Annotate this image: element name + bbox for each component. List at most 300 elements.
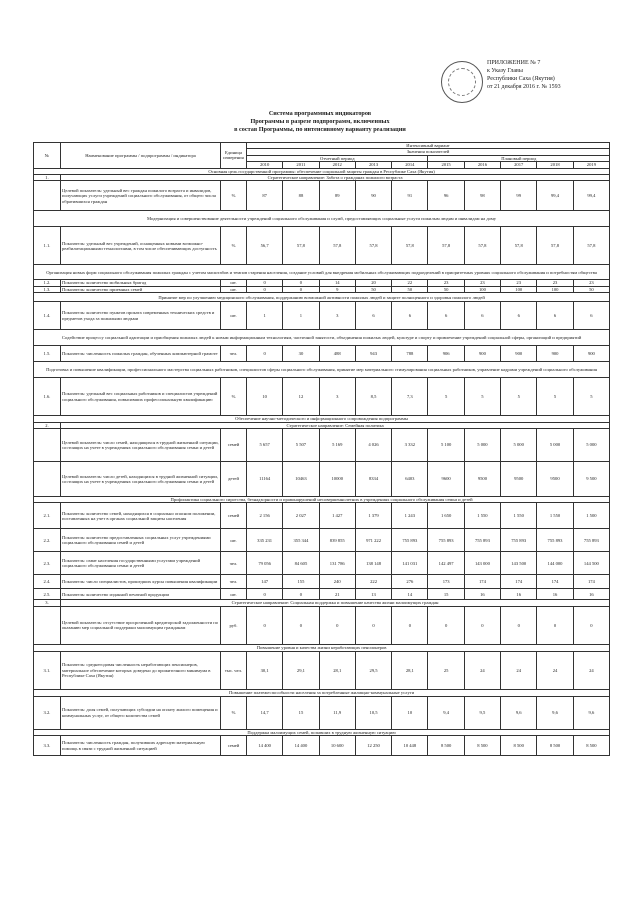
indicator-value: 29,1 bbox=[283, 651, 319, 689]
attachment-block bbox=[487, 59, 627, 91]
indicator-value: 2 027 bbox=[283, 503, 319, 529]
table-row bbox=[34, 462, 610, 497]
indicator-value: 6 bbox=[428, 302, 464, 330]
section-title: Повышение платежеспособности населения за потребленные жилищно-коммунальные услуги bbox=[34, 689, 610, 696]
header-num: № bbox=[34, 143, 61, 169]
indicator-value: 1 550 bbox=[537, 503, 573, 529]
indicator-value: 3 332 bbox=[392, 429, 428, 462]
section-title: Обеспечение научно-методического и информационного сопровождения подпрограммы bbox=[34, 416, 610, 422]
indicator-value: 174 bbox=[464, 575, 500, 589]
row-number: 2. bbox=[34, 422, 61, 428]
indicator-value: 10 448 bbox=[392, 736, 428, 756]
header-unit: Единица измерения bbox=[221, 143, 247, 169]
indicator-value: 222 bbox=[355, 575, 391, 589]
indicator-value: 8 500 bbox=[501, 736, 537, 756]
indicator-value: 0 bbox=[573, 606, 609, 644]
indicator-value: 91 bbox=[392, 181, 428, 211]
indicator-value: 12 bbox=[283, 378, 319, 416]
section-title: Повышение уровня и качества жизни неработающих пенсионеров bbox=[34, 644, 610, 651]
indicator-value: 143 500 bbox=[501, 552, 537, 575]
row-number: 2.3. bbox=[34, 552, 61, 575]
indicator-value: 28,1 bbox=[319, 651, 355, 689]
row-number: 2.2. bbox=[34, 529, 61, 552]
indicator-value: 30,1 bbox=[247, 651, 283, 689]
indicator-value: 6 bbox=[573, 302, 609, 330]
indicator-unit: шт. bbox=[221, 286, 247, 292]
row-number: 1.3. bbox=[34, 286, 61, 292]
indicator-name: Показатель: количество мобильных бригад bbox=[61, 280, 221, 286]
indicator-value: 79 056 bbox=[247, 552, 283, 575]
indicator-value: 57,8 bbox=[537, 227, 573, 265]
indicator-value: 10 bbox=[392, 696, 428, 729]
indicator-value: 5 169 bbox=[319, 429, 355, 462]
strategic-direction: Стратегическое направление: Социальная поддержка и повышение качества жизни малоимущих граждан bbox=[61, 600, 610, 606]
indicator-unit: детей bbox=[221, 462, 247, 497]
indicator-value: 0 bbox=[283, 589, 319, 600]
indicator-value: 24 bbox=[573, 651, 609, 689]
attachment-date: от 21 декабря 2016 г. № 1593 bbox=[487, 84, 561, 90]
indicator-unit: семей bbox=[221, 429, 247, 462]
indicator-value: 971 222 bbox=[355, 529, 391, 552]
indicator-value: 143 000 bbox=[464, 552, 500, 575]
indicator-value: 1 379 bbox=[355, 503, 391, 529]
indicator-value: 5 000 bbox=[501, 429, 537, 462]
table-row bbox=[34, 696, 610, 729]
indicator-value: 839 855 bbox=[319, 529, 355, 552]
strategic-direction: Стратегическое направление: Семейная политика bbox=[61, 422, 610, 428]
indicator-value: 14 bbox=[319, 280, 355, 286]
indicator-value: 10 600 bbox=[319, 736, 355, 756]
indicator-value: 10,5 bbox=[355, 696, 391, 729]
indicator-value: 12 250 bbox=[355, 736, 391, 756]
indicator-value: 9,6 bbox=[537, 696, 573, 729]
indicator-value: 50 bbox=[392, 286, 428, 292]
row-number: 1. bbox=[34, 175, 61, 181]
row-number bbox=[34, 462, 61, 497]
indicator-value: 21 bbox=[319, 589, 355, 600]
indicator-value: 943 bbox=[355, 346, 391, 362]
table-row bbox=[34, 211, 610, 227]
indicator-value: 9500 bbox=[464, 462, 500, 497]
indicator-value: 144 000 bbox=[537, 552, 573, 575]
indicator-value: 16 bbox=[537, 589, 573, 600]
row-number: 1.2. bbox=[34, 280, 61, 286]
attachment-republic: Республики Саха (Якутия) bbox=[487, 76, 555, 82]
indicator-value: 100 bbox=[537, 286, 573, 292]
indicator-name: Показатель: количество пунктов проката современных технических средств и предметов ухода за пожилыми людьми bbox=[61, 302, 221, 330]
indicator-value: 6 bbox=[355, 302, 391, 330]
indicator-value: 141 031 bbox=[392, 552, 428, 575]
header-variant: Интенсивный вариант bbox=[247, 143, 610, 149]
indicator-value: 24 bbox=[537, 651, 573, 689]
header-year: 2011 bbox=[283, 162, 319, 168]
indicator-name: Показатель: число специалистов, прошедших курсы повышения квалификации bbox=[61, 575, 221, 589]
indicator-value: 9,6 bbox=[501, 696, 537, 729]
indicator-value: 50 bbox=[573, 286, 609, 292]
indicator-value: 6 bbox=[501, 302, 537, 330]
indicator-value: 24 bbox=[464, 651, 500, 689]
indicator-value: 2 156 bbox=[247, 503, 283, 529]
table-row bbox=[34, 575, 610, 589]
header-year: 2016 bbox=[464, 162, 500, 168]
indicator-value: 240 bbox=[319, 575, 355, 589]
indicator-value: 9 bbox=[319, 286, 355, 292]
row-number: 2.4. bbox=[34, 575, 61, 589]
indicator-value: 755 893 bbox=[392, 529, 428, 552]
indicator-value: 1 650 bbox=[428, 503, 464, 529]
indicator-name: Показатель: среднегодовая численность неработающих пенсионеров, материальное обеспечение которых доведено до прожиточного минимума в Республике Саха (Якутия) bbox=[61, 651, 221, 689]
section-title: Подготовка и повышение квалификации, профессионального мастерства социальных работников, специалистов сферы социального обслуживания, принятие мер материального стимулирования социальных работников, управление кадрами учреждений социального обслуживания bbox=[34, 362, 610, 378]
indicator-value: 9,5 bbox=[464, 696, 500, 729]
document-heading bbox=[120, 110, 520, 134]
indicator-value: 57,8 bbox=[428, 227, 464, 265]
indicator-name: Целевой показатель: число детей, находящихся в трудной жизненной ситуации, состоящих на учете в учреждениях социального обслуживания семьи и детей bbox=[61, 462, 221, 497]
indicator-value: 1 427 bbox=[319, 503, 355, 529]
indicator-value: 50 bbox=[428, 286, 464, 292]
indicator-value: 14 400 bbox=[283, 736, 319, 756]
table-row bbox=[34, 606, 610, 644]
indicator-value: 755 893 bbox=[428, 529, 464, 552]
indicator-value: 57,8 bbox=[464, 227, 500, 265]
indicator-value: 23 bbox=[537, 280, 573, 286]
section-title: Поддержка малоимущих семей, попавших в трудную жизненную ситуацию bbox=[34, 729, 610, 735]
header-year: 2010 bbox=[247, 162, 283, 168]
indicator-value: 3 bbox=[319, 378, 355, 416]
indicator-value: 131 786 bbox=[319, 552, 355, 575]
indicator-value: 28,1 bbox=[392, 651, 428, 689]
indicator-value: 88 bbox=[283, 181, 319, 211]
indicator-value: 23 bbox=[573, 280, 609, 286]
table-row bbox=[34, 589, 610, 600]
section-title: Модернизация и совершенствование деятельности учреждений социального обслуживания и служб, предоставляющих социальные услуги пожилым людям и инвалидам на дому bbox=[34, 211, 610, 227]
indicator-value: 20 bbox=[355, 280, 391, 286]
indicator-name: Целевой показатель: удельный вес граждан пожилого возраста и инвалидов, получающих услуги учреждений социального обслуживания, от общего числа обратившихся граждан bbox=[61, 181, 221, 211]
indicator-value: 0 bbox=[247, 346, 283, 362]
indicator-value: 8 500 bbox=[537, 736, 573, 756]
indicators-table bbox=[33, 142, 610, 756]
indicator-value: 6403 bbox=[392, 462, 428, 497]
indicator-value: 144 500 bbox=[573, 552, 609, 575]
indicator-value: 5 bbox=[464, 378, 500, 416]
indicator-value: 900 bbox=[464, 346, 500, 362]
indicator-value: 9 500 bbox=[573, 462, 609, 497]
section-title: Принятие мер по улучшению медицинского обслуживания, поддержанию возможной активности пожилых людей и защите полноценного и здоровья пожилого людей bbox=[34, 293, 610, 302]
indicator-unit: семей bbox=[221, 503, 247, 529]
row-number: 3.2. bbox=[34, 696, 61, 729]
indicator-value: 0 bbox=[355, 606, 391, 644]
indicator-value: 906 bbox=[428, 346, 464, 362]
indicator-value: 90 bbox=[355, 181, 391, 211]
indicator-unit: % bbox=[221, 696, 247, 729]
strategic-direction: Стратегическое направление: Забота о гражданах пожилого возраста bbox=[61, 175, 610, 181]
row-number: 3.3. bbox=[34, 736, 61, 756]
indicator-value: 9600 bbox=[428, 462, 464, 497]
indicator-value: 14 400 bbox=[247, 736, 283, 756]
table-row bbox=[34, 503, 610, 529]
indicator-value: 173 bbox=[428, 575, 464, 589]
indicator-value: 335 231 bbox=[247, 529, 283, 552]
indicator-name: Показатель: удельный вес социальных работников и специалистов учреждений социального обслуживания, повысивших профессиональную квалификацию bbox=[61, 378, 221, 416]
indicator-value: 0 bbox=[283, 280, 319, 286]
table-row bbox=[34, 689, 610, 696]
indicator-value: 276 bbox=[392, 575, 428, 589]
table-row bbox=[34, 346, 610, 362]
indicator-value: 16 bbox=[464, 589, 500, 600]
indicator-value: 9,4 bbox=[428, 696, 464, 729]
indicator-value: 99 bbox=[501, 181, 537, 211]
heading-line-1: Система программных индикаторов bbox=[268, 110, 372, 117]
indicator-value: 10000 bbox=[319, 462, 355, 497]
indicator-value: 10 bbox=[247, 378, 283, 416]
indicator-value: 56,7 bbox=[247, 227, 283, 265]
indicator-name: Показатель: количество изданной печатной продукции bbox=[61, 589, 221, 600]
indicator-value: 87 bbox=[247, 181, 283, 211]
indicator-name: Показатель: численность пожилых граждан, обученных компьютерной грамоте bbox=[61, 346, 221, 362]
indicator-value: 15 bbox=[283, 696, 319, 729]
header-year: 2018 bbox=[537, 162, 573, 168]
indicator-value: 89 bbox=[319, 181, 355, 211]
indicator-value: 1 bbox=[283, 302, 319, 330]
indicator-value: 6 bbox=[392, 302, 428, 330]
header-year: 2015 bbox=[428, 162, 464, 168]
indicator-value: 0 bbox=[319, 606, 355, 644]
indicator-value: 900 bbox=[501, 346, 537, 362]
indicator-value: 5 000 bbox=[464, 429, 500, 462]
row-number: 1.6. bbox=[34, 378, 61, 416]
indicator-value: 14 bbox=[392, 589, 428, 600]
indicator-value: 23 bbox=[428, 280, 464, 286]
indicator-value: 96 bbox=[428, 181, 464, 211]
indicator-unit: чел. bbox=[221, 346, 247, 362]
indicator-value: 15 bbox=[428, 589, 464, 600]
indicator-value: 3 bbox=[319, 302, 355, 330]
section-title: Профилактика социального сиротства, безнадзорности и правонарушений несовершеннолетних в учреждениях социального обслуживания семьи и детей bbox=[34, 497, 610, 503]
heading-line-2: Программы в разрезе подпрограмм, включенных bbox=[250, 118, 390, 125]
indicator-value: 355 344 bbox=[283, 529, 319, 552]
row-number: 2.1. bbox=[34, 503, 61, 529]
indicator-name: Целевой показатель: отсутствие просроченной кредиторской задолженности по оказанию мер социальной поддержки малоимущим гражданам bbox=[61, 606, 221, 644]
indicator-value: 7,3 bbox=[392, 378, 428, 416]
heading-line-3: в состав Программы, по интенсивному варианту реализации bbox=[234, 126, 406, 133]
indicator-unit: шт. bbox=[221, 280, 247, 286]
table-row bbox=[34, 181, 610, 211]
table-row bbox=[34, 378, 610, 416]
indicator-value: 5 bbox=[573, 378, 609, 416]
indicator-name: Целевой показатель: число семей, находящихся в трудной жизненной ситуации, состоящих на учете в учреждениях социального обслуживания семьи и детей bbox=[61, 429, 221, 462]
indicator-value: 5 bbox=[501, 378, 537, 416]
header-name: Наименование программы / подпрограммы / индикатора bbox=[61, 143, 221, 169]
indicator-value: 755 893 bbox=[464, 529, 500, 552]
indicator-value: 1 500 bbox=[573, 503, 609, 529]
indicator-value: 100 bbox=[501, 286, 537, 292]
row-number: 2.5. bbox=[34, 589, 61, 600]
indicator-value: 174 bbox=[537, 575, 573, 589]
indicator-value: 5 100 bbox=[428, 429, 464, 462]
indicator-unit: чел. bbox=[221, 552, 247, 575]
indicator-value: 1 bbox=[247, 302, 283, 330]
indicator-value: 9500 bbox=[501, 462, 537, 497]
indicator-value: 23 bbox=[501, 280, 537, 286]
indicator-name: Показатель: количество предоставленных социальных услуг учреждениями социального обслуживания семей и детей bbox=[61, 529, 221, 552]
indicator-value: 8,5 bbox=[355, 378, 391, 416]
indicator-value: 4 026 bbox=[355, 429, 391, 462]
section-title: Организация новых форм социального обслуживания пожилых граждан с учетом масштабов и темпов старения населения, создание условий для внедрения мобильных обслуживающих подразделений в приоритетных уровнях социального обслуживания и потребностям общества bbox=[34, 265, 610, 280]
indicator-value: 57,8 bbox=[573, 227, 609, 265]
header-year: 2014 bbox=[392, 162, 428, 168]
table-row bbox=[34, 265, 610, 280]
indicator-value: 755 893 bbox=[537, 529, 573, 552]
header-values: Значения показателей bbox=[247, 149, 610, 155]
indicator-value: 488 bbox=[319, 346, 355, 362]
indicator-value: 22 bbox=[392, 280, 428, 286]
row-number: 1.1. bbox=[34, 227, 61, 265]
indicator-value: 50 bbox=[355, 286, 391, 292]
indicator-value: 10463 bbox=[283, 462, 319, 497]
indicator-value: 8 500 bbox=[573, 736, 609, 756]
indicator-value: 900 bbox=[573, 346, 609, 362]
indicator-value: 6 bbox=[537, 302, 573, 330]
indicator-value: 0 bbox=[283, 606, 319, 644]
row-number: 1.5. bbox=[34, 346, 61, 362]
indicator-value: 0 bbox=[537, 606, 573, 644]
indicator-value: 0 bbox=[464, 606, 500, 644]
indicator-unit: семей bbox=[221, 736, 247, 756]
indicator-value: 0 bbox=[428, 606, 464, 644]
indicator-name: Показатель: удельный вес учреждений, оснащенных новыми возможно-реабилитационными технологиями, в том числе обеспечивающих доступность bbox=[61, 227, 221, 265]
indicator-unit: тыс. чел. bbox=[221, 651, 247, 689]
table-row bbox=[34, 736, 610, 756]
indicator-value: 11,9 bbox=[319, 696, 355, 729]
indicator-value: 13 bbox=[355, 589, 391, 600]
indicator-value: 0 bbox=[283, 286, 319, 292]
table-row bbox=[34, 651, 610, 689]
indicator-value: 5 bbox=[428, 378, 464, 416]
indicator-value: 5 507 bbox=[283, 429, 319, 462]
row-number bbox=[34, 181, 61, 211]
indicator-value: 24 bbox=[501, 651, 537, 689]
indicator-value: 16 bbox=[573, 589, 609, 600]
row-number: 3. bbox=[34, 600, 61, 606]
indicator-value: 138 148 bbox=[355, 552, 391, 575]
indicator-value: 57,8 bbox=[319, 227, 355, 265]
indicator-value: 755 893 bbox=[573, 529, 609, 552]
indicator-value: 8334 bbox=[355, 462, 391, 497]
indicator-unit: шт. bbox=[221, 302, 247, 330]
indicator-value: 155 bbox=[283, 575, 319, 589]
attachment-number: ПРИЛОЖЕНИЕ № 7 bbox=[487, 60, 541, 66]
row-number: 3.1. bbox=[34, 651, 61, 689]
header-reporting: Отчетный период bbox=[247, 155, 428, 161]
indicator-value: 8 500 bbox=[428, 736, 464, 756]
indicator-unit: % bbox=[221, 181, 247, 211]
indicator-unit: шт. bbox=[221, 529, 247, 552]
indicator-value: 0 bbox=[392, 606, 428, 644]
indicator-value: 57,8 bbox=[392, 227, 428, 265]
table-row bbox=[34, 529, 610, 552]
indicator-value: 755 893 bbox=[501, 529, 537, 552]
indicator-value: 30 bbox=[283, 346, 319, 362]
indicator-value: 5 000 bbox=[537, 429, 573, 462]
indicator-unit: % bbox=[221, 378, 247, 416]
indicator-value: 16 bbox=[501, 589, 537, 600]
indicator-value: 25 bbox=[428, 651, 464, 689]
indicator-unit: чел. bbox=[221, 575, 247, 589]
indicator-value: 0 bbox=[247, 606, 283, 644]
row-number: 1.4. bbox=[34, 302, 61, 330]
indicator-value: 1 243 bbox=[392, 503, 428, 529]
indicator-value: 11164 bbox=[247, 462, 283, 497]
official-seal bbox=[441, 61, 483, 103]
header-year: 2019 bbox=[573, 162, 609, 168]
indicator-value: 98 bbox=[464, 181, 500, 211]
row-number bbox=[34, 429, 61, 462]
indicator-value: 147 bbox=[247, 575, 283, 589]
indicator-value: 57,8 bbox=[283, 227, 319, 265]
table-row bbox=[34, 293, 610, 302]
table-row bbox=[34, 552, 610, 575]
indicator-value: 142 497 bbox=[428, 552, 464, 575]
indicator-name: Показатель: охват населения государственными услугами учреждений социального обслуживания семьи и детей bbox=[61, 552, 221, 575]
indicator-value: 174 bbox=[501, 575, 537, 589]
indicator-value: 174 bbox=[573, 575, 609, 589]
indicator-name: Показатель: количество приемных семей bbox=[61, 286, 221, 292]
indicator-value: 5 000 bbox=[573, 429, 609, 462]
header-year: 2012 bbox=[319, 162, 355, 168]
indicator-value: 9500 bbox=[537, 462, 573, 497]
indicator-value: 6 bbox=[464, 302, 500, 330]
indicator-value: 23 bbox=[464, 280, 500, 286]
indicator-value: 100 bbox=[464, 286, 500, 292]
indicator-value: 14,7 bbox=[247, 696, 283, 729]
indicator-value: 57,8 bbox=[355, 227, 391, 265]
indicator-name: Показатель: количество семей, находящихся в социально опасном положении, поставленных на учет в органах социальной защиты населения bbox=[61, 503, 221, 529]
indicator-value: 84 605 bbox=[283, 552, 319, 575]
table-row bbox=[34, 362, 610, 378]
indicator-value: 57,8 bbox=[501, 227, 537, 265]
indicator-name: Показатель: численность граждан, получивших адресную материальную помощь в связи с трудной жизненной ситуацией bbox=[61, 736, 221, 756]
indicator-value: 99,4 bbox=[573, 181, 609, 211]
indicator-value: 5 bbox=[537, 378, 573, 416]
indicator-value: 788 bbox=[392, 346, 428, 362]
indicator-value: 0 bbox=[247, 280, 283, 286]
indicator-value: 0 bbox=[501, 606, 537, 644]
indicator-value: 0 bbox=[247, 286, 283, 292]
indicator-value: 9,6 bbox=[573, 696, 609, 729]
header-planning: Плановый период bbox=[428, 155, 610, 161]
indicator-unit: % bbox=[221, 227, 247, 265]
indicator-unit: руб. bbox=[221, 606, 247, 644]
row-number bbox=[34, 606, 61, 644]
table-row bbox=[34, 330, 610, 346]
indicator-value: 1 550 bbox=[501, 503, 537, 529]
indicator-value: 8 500 bbox=[464, 736, 500, 756]
indicator-value: 29,5 bbox=[355, 651, 391, 689]
indicator-name: Показатель: доля семей, получающих субсидии на оплату жилого помещения и коммунальных услуг, от общего количества семей bbox=[61, 696, 221, 729]
indicator-unit: шт. bbox=[221, 589, 247, 600]
indicator-value: 99,4 bbox=[537, 181, 573, 211]
indicator-value: 0 bbox=[247, 589, 283, 600]
table-row bbox=[34, 644, 610, 651]
indicator-value: 900 bbox=[537, 346, 573, 362]
table-row bbox=[34, 302, 610, 330]
header-year: 2013 bbox=[355, 162, 391, 168]
table-row bbox=[34, 227, 610, 265]
section-title: Содействие процессу социальной адаптации и приобщения пожилых людей к новым информационным технологиям, частичной занятости, объединения пожилых людей, культуре и спорту и привлечение учреждений социальной сферы, организаций и предприятий bbox=[34, 330, 610, 346]
indicator-value: 5 657 bbox=[247, 429, 283, 462]
section-title: Основная цель государственной программы: обеспечение социальной защиты граждан в Республике Саха (Якутия) bbox=[34, 168, 610, 174]
header-year: 2017 bbox=[501, 162, 537, 168]
indicator-value: 1 550 bbox=[464, 503, 500, 529]
